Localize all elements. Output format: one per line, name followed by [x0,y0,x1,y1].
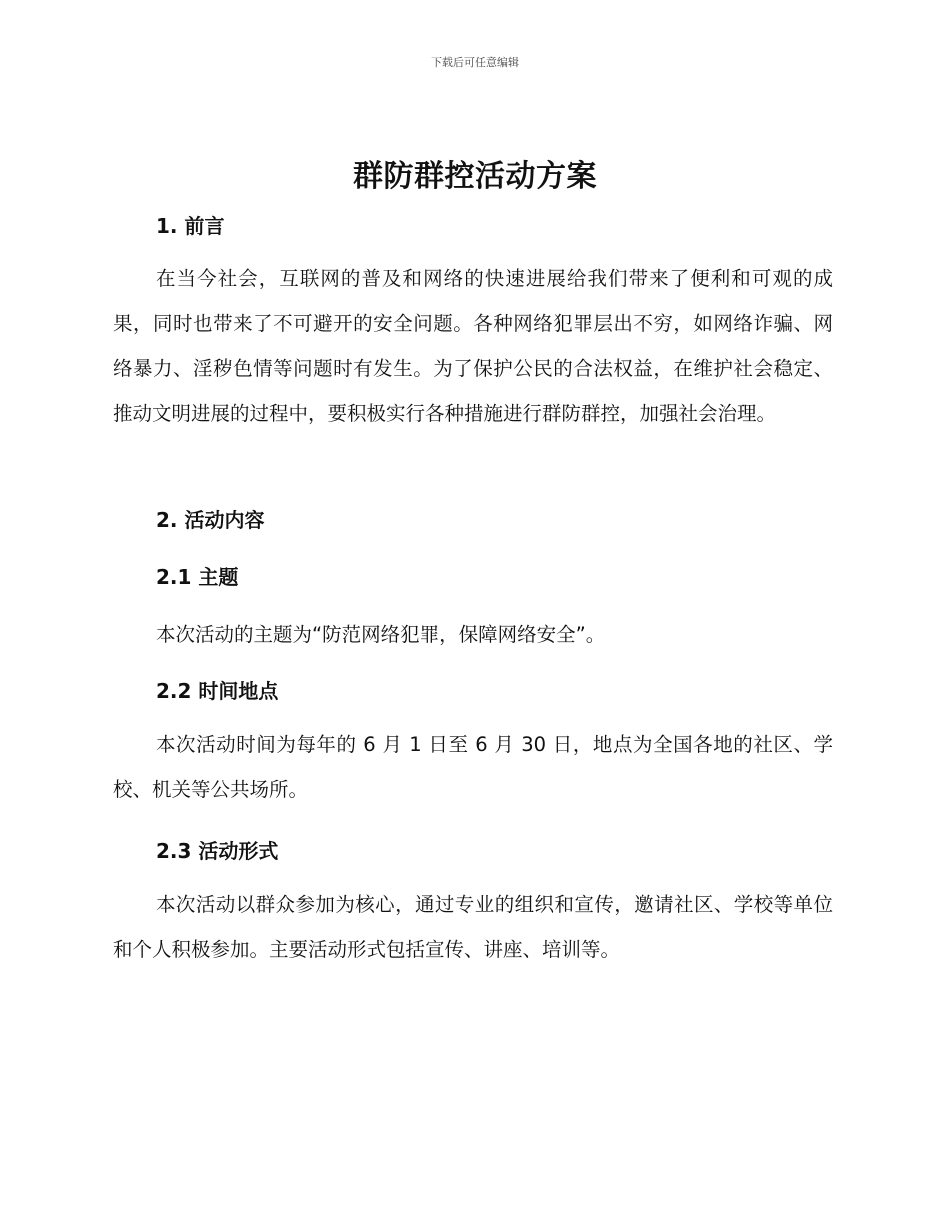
section-heading-preface: 1. 前言 [156,214,225,238]
section-heading-theme: 2.1 主题 [156,565,239,589]
paragraph-time-place: 本次活动时间为每年的 6 月 1 日至 6 月 30 日，地点为全国各地的社区、学校、机关等公共场所。 [113,733,833,801]
section-heading-activity-content: 2. 活动内容 [156,508,265,532]
section-heading-format: 2.3 活动形式 [156,839,279,863]
header-note: 下载后可任意编辑 [431,56,519,69]
section-heading-time-place: 2.2 时间地点 [156,679,279,703]
document-title: 群防群控活动方案 [353,159,597,194]
paragraph-theme: 本次活动的主题为“防范网络犯罪，保障网络安全”。 [156,623,606,646]
paragraph-preface: 在当今社会，互联网的普及和网络的快速进展给我们带来了便利和可观的成果，同时也带来了不可避开的安全问题。各种网络犯罪层出不穷，如网络诈骗、网络暴力、淫秽色情等问题时有发生。为了保护公民的合法权益，在维护社会稳定、推动文明进展的过程中，要积极实行各种措施进行群防群控，加强社会治理。 [113,267,833,425]
paragraph-format: 本次活动以群众参加为核心，通过专业的组织和宣传，邀请社区、学校等单位和个人积极参加。主要活动形式包括宣传、讲座、培训等。 [113,893,833,961]
